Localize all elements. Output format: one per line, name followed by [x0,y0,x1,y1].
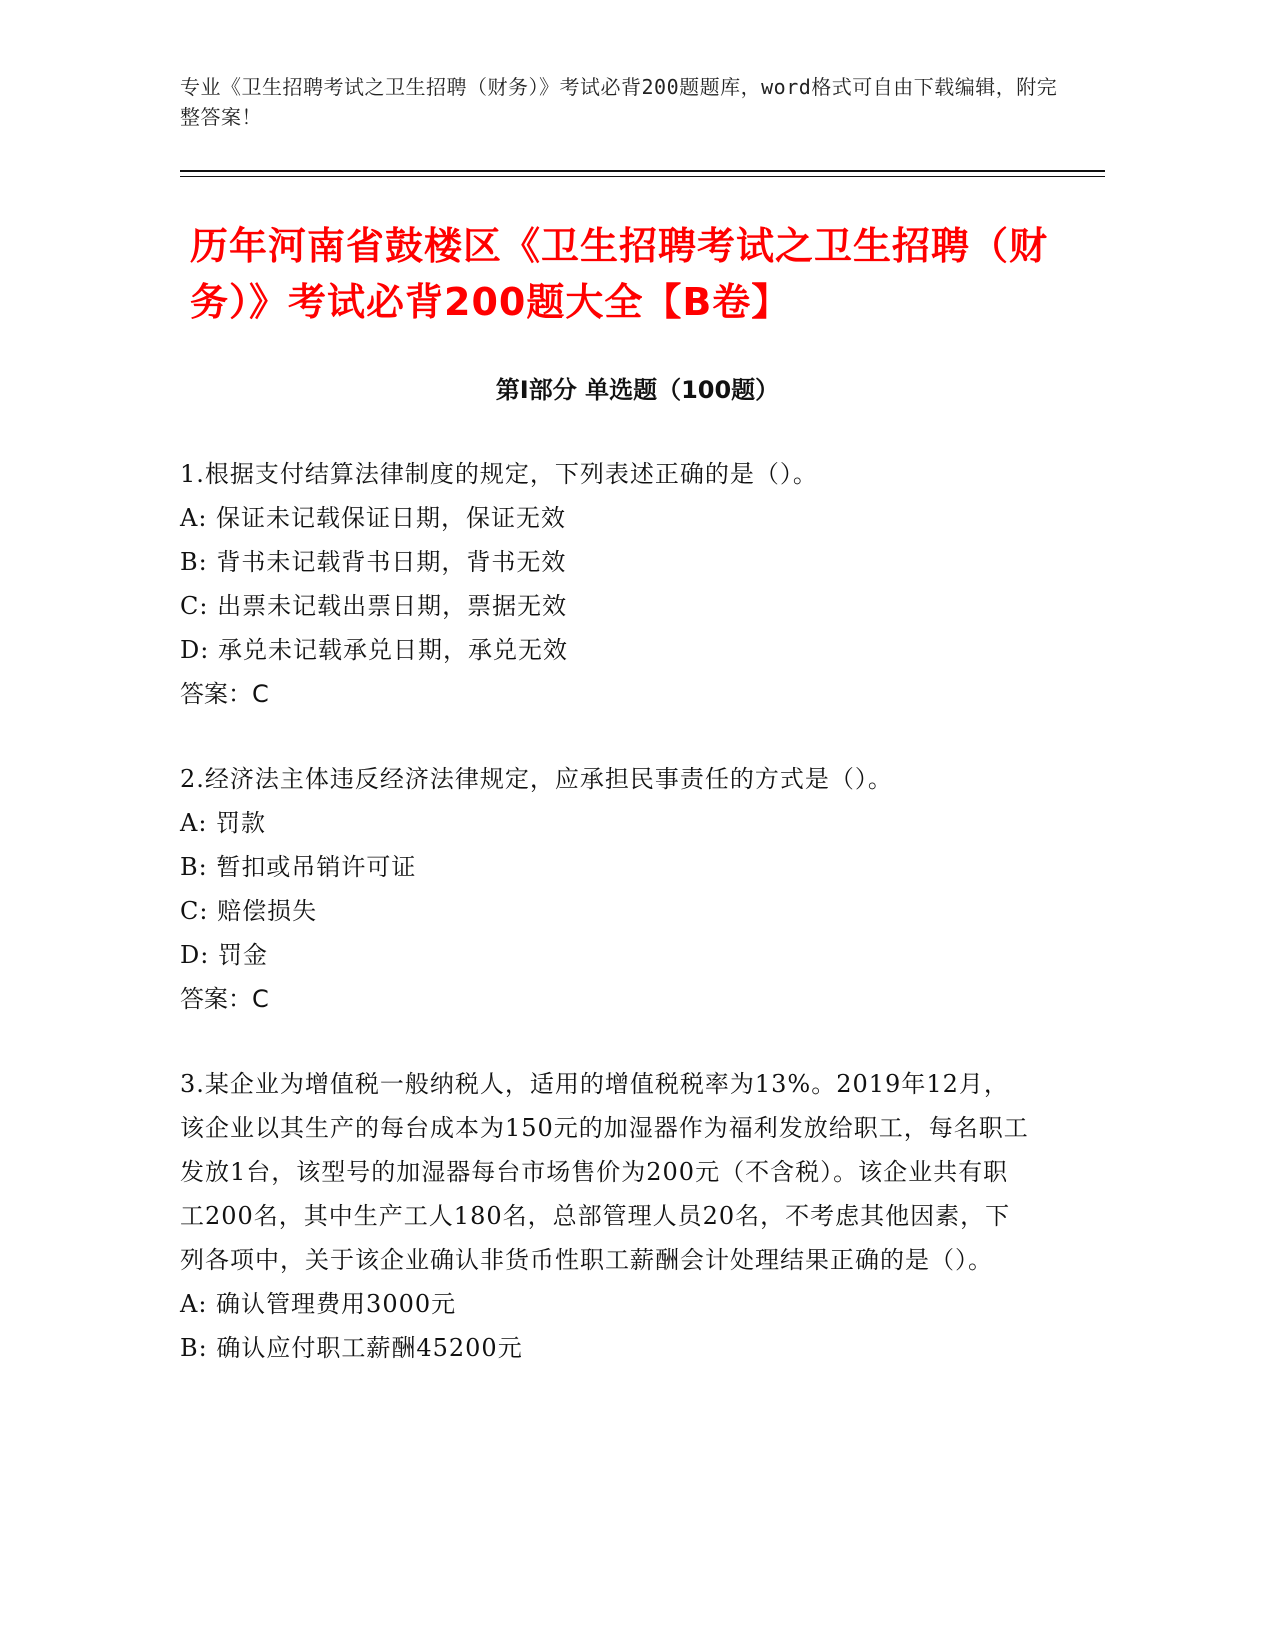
option-b: B: 暂扣或吊销许可证 [180,853,417,881]
option-a: A: 确认管理费用3000元 [180,1290,457,1318]
question-2 [180,757,1030,1021]
question-1 [180,452,1030,716]
question-3 [180,1062,1030,1370]
header-note: 专业《卫生招聘考试之卫生招聘（财务）》考试必背200题题库，word格式可自由下载编辑，附完整答案！ [180,75,1058,129]
answer: 答案：C [180,680,269,708]
document-title: 历年河南省鼓楼区《卫生招聘考试之卫生招聘（财务）》考试必背200题大全【B卷】 [190,224,1049,324]
question-stem: 1.根据支付结算法律制度的规定，下列表述正确的是（）。 [180,460,818,488]
option-d: D: 罚金 [180,941,268,969]
question-stem: 2.经济法主体违反经济法律规定，应承担民事责任的方式是（）。 [180,765,893,793]
option-b: B: 确认应付职工薪酬45200元 [180,1334,523,1362]
option-d: D: 承兑未记载承兑日期，承兑无效 [180,636,568,664]
answer: 答案：C [180,985,269,1013]
header-divider-second [180,176,1105,177]
section-title: 第I部分 单选题（100题） [495,376,780,404]
option-c: C: 赔偿损失 [180,897,318,925]
question-stem: 3.某企业为增值税一般纳税人，适用的增值税税率为13%。2019年12月，该企业以其生产的每台成本为150元的加湿器作为福利发放给职工，每名职工发放1台，该型号的加湿器每台市场售价为200元（不含税）。该企业共有职工200名，其中生产工人180名，总部管理人员20名，不考虑其他因素，下列各项中，关于该企业确认非货币性职工薪酬会计处理结果正确的是（）。 [180,1070,1029,1274]
option-a: A: 罚款 [180,809,267,837]
option-a: A: 保证未记载保证日期，保证无效 [180,504,567,532]
option-c: C: 出票未记载出票日期，票据无效 [180,592,568,620]
header-divider [180,170,1105,172]
option-b: B: 背书未记载背书日期，背书无效 [180,548,567,576]
